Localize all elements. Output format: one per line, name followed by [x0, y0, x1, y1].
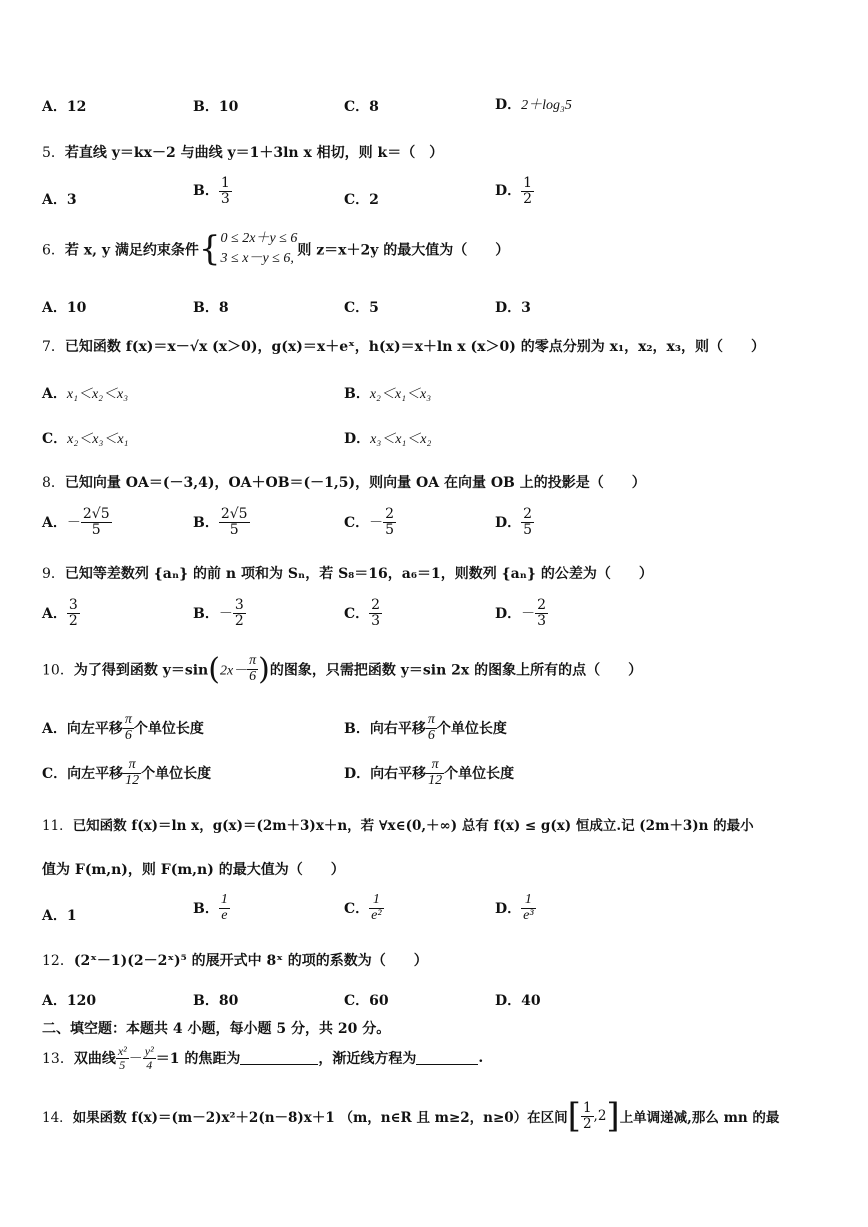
option-letter: C．: [344, 300, 370, 316]
option-letter: D．: [495, 183, 522, 200]
q7-option-d[interactable]: [344, 428, 431, 448]
question-text: ＝1 的焦距为: [155, 1051, 241, 1068]
brace-symbol: {: [198, 229, 221, 270]
denominator: 12: [125, 772, 140, 788]
denominator: e³: [523, 907, 534, 923]
option-sign: －: [218, 606, 233, 623]
q5-option-a[interactable]: [42, 189, 77, 209]
fraction: [369, 598, 382, 628]
question-text: (2ˣ－1)(2－2ˣ)⁵ 的展开式中 8ˣ 的项的系数为（ ）: [73, 953, 428, 969]
bracket-symbol: [: [567, 1096, 581, 1136]
question-text: 值为 F(m,n)，则 F(m,n) 的最大值为（ ）: [42, 862, 345, 878]
q8-option-b[interactable]: [193, 507, 250, 537]
option-text: 5: [369, 300, 379, 316]
option-letter: D．: [495, 300, 522, 316]
option-letter: C．: [344, 99, 370, 115]
denominator: e²: [371, 907, 382, 923]
option-letter: C．: [344, 993, 370, 1009]
option-letter: B．: [193, 300, 219, 316]
fraction: [123, 713, 134, 743]
option-letter: D．: [495, 993, 522, 1009]
q7-stem: [42, 336, 765, 356]
numerator: π: [426, 758, 444, 774]
fraction: [219, 893, 230, 923]
q7-option-b[interactable]: [344, 383, 431, 403]
denominator: 3: [371, 612, 381, 629]
option-text: 2: [369, 192, 379, 208]
denominator: 4: [146, 1057, 153, 1072]
option-sign: －: [369, 515, 384, 532]
q11-option-b[interactable]: [193, 893, 230, 923]
numerator: 1: [521, 893, 535, 909]
option-letter: D．: [495, 606, 522, 623]
option-text: 8: [218, 300, 229, 316]
option-text: 8: [369, 99, 379, 115]
denominator: 5: [119, 1057, 126, 1072]
fraction: [81, 507, 112, 537]
q12-option-d[interactable]: [495, 990, 541, 1010]
question-text: 若 x, y 满足约束条件: [64, 242, 199, 259]
option-letter: B．: [193, 515, 219, 532]
denominator: 2: [582, 1115, 592, 1132]
q7-option-a[interactable]: [42, 383, 128, 403]
q4-option-b[interactable]: [193, 96, 238, 116]
numerator: π: [249, 653, 257, 669]
fraction: [67, 598, 80, 628]
denominator: 3: [220, 190, 230, 207]
question-number: 9．: [42, 566, 65, 582]
denominator: 2: [523, 190, 533, 207]
q7-option-c[interactable]: [42, 428, 128, 448]
math-expr: －: [128, 1051, 143, 1068]
q4-option-c[interactable]: [344, 96, 379, 116]
q10-option-a[interactable]: [42, 713, 204, 743]
numerator: 1: [369, 893, 383, 909]
fraction: [143, 1045, 156, 1071]
option-letter: D．: [495, 97, 522, 113]
q12-option-a[interactable]: [42, 990, 96, 1010]
fraction: [521, 176, 534, 206]
numerator: 2: [537, 597, 547, 613]
q8-option-d[interactable]: [495, 507, 534, 537]
option-text: 80: [218, 993, 239, 1009]
denominator: 6: [124, 727, 132, 743]
fraction: [535, 598, 548, 628]
numerator: 2: [385, 506, 395, 522]
option-text: x₁＜x₂＜x₃: [66, 387, 129, 402]
q10-stem: [42, 652, 642, 687]
question-text: 上单调递减,那么 mn 的最: [619, 1110, 780, 1126]
question-text: 双曲线: [73, 1051, 116, 1068]
fraction: [521, 893, 535, 923]
option-letter: B．: [344, 721, 370, 738]
fraction: [247, 654, 258, 684]
section-heading: 二、填空题：本题共 4 小题，每小题 5 分，共 20 分。: [42, 1021, 391, 1037]
q4-option-d[interactable]: [495, 94, 572, 114]
option-text: 向左平移: [67, 766, 124, 783]
option-text: 40: [521, 993, 541, 1009]
q6-option-c[interactable]: [344, 297, 379, 317]
q11-option-d[interactable]: [495, 893, 536, 923]
denominator: 6: [249, 669, 257, 684]
option-letter: A．: [42, 386, 67, 402]
option-letter: B．: [344, 386, 370, 402]
option-letter: D．: [495, 515, 522, 532]
q9-option-b[interactable]: [193, 598, 246, 628]
question-number: 14．: [42, 1110, 73, 1126]
fraction: [383, 507, 396, 537]
numerator: 3: [234, 597, 244, 613]
q5-stem: [42, 142, 443, 162]
question-number: 5．: [42, 145, 65, 161]
denominator: 5: [91, 521, 101, 538]
option-letter: A．: [42, 606, 67, 623]
question-text: 为了得到函数 y＝sin: [73, 662, 209, 679]
q12-option-c[interactable]: [344, 990, 389, 1010]
question-text: ，渐近线方程为: [318, 1051, 417, 1068]
fraction: [116, 1045, 129, 1071]
question-number: 12．: [42, 953, 74, 969]
option-text: 向左平移: [66, 721, 123, 738]
option-letter: C．: [344, 515, 370, 532]
q6-option-a[interactable]: [42, 297, 86, 317]
numerator: π: [124, 712, 132, 727]
q11-stem-line2: [42, 859, 345, 879]
option-letter: A．: [42, 515, 67, 532]
q6-option-d[interactable]: [495, 297, 531, 317]
q9-option-d[interactable]: [495, 598, 548, 628]
numerator: x²: [117, 1044, 127, 1058]
fraction: [219, 507, 250, 537]
option-letter: D．: [495, 901, 522, 918]
q8-option-a[interactable]: [42, 507, 112, 537]
paren-symbol: ): [258, 652, 270, 687]
option-letter: C．: [344, 606, 370, 623]
numerator: π: [427, 712, 435, 727]
constraint-line: 0 ≤ 2x＋y ≤ 6: [220, 231, 298, 246]
option-letter: A．: [42, 99, 67, 115]
q6-stem: [42, 229, 509, 270]
fraction: [233, 598, 246, 628]
numerator: 2: [371, 597, 381, 613]
option-text: 3: [66, 192, 77, 208]
denominator: e: [221, 907, 228, 923]
q11-option-a[interactable]: [42, 905, 77, 925]
option-text: x₂＜x₁＜x₃: [369, 387, 432, 402]
option-letter: A．: [42, 721, 67, 738]
numerator: 1: [523, 175, 533, 191]
q5-option-c[interactable]: [344, 189, 379, 209]
option-text: x₃＜x₁＜x₂: [370, 432, 432, 447]
option-letter: B．: [193, 901, 219, 918]
answer-blank-asymptote[interactable]: [416, 1052, 478, 1065]
denominator: 12: [428, 772, 443, 788]
denominator: 5: [385, 521, 395, 538]
option-letter: D．: [344, 766, 371, 783]
q8-option-c[interactable]: [344, 507, 396, 537]
q13-stem: [42, 1045, 483, 1071]
q12-stem: [42, 950, 428, 970]
option-text: 3: [521, 300, 531, 316]
question-text: 已知等差数列 {aₙ} 的前 n 项和为 Sₙ，若 S₈＝16，a₆＝1，则数列 {aₙ} 的公差为（ ）: [64, 566, 653, 582]
numerator: 1: [220, 175, 230, 191]
option-letter: C．: [42, 431, 68, 447]
option-text: 2＋log₃5: [521, 98, 572, 113]
q4-option-a[interactable]: [42, 96, 86, 116]
question-text: .: [478, 1050, 484, 1067]
question-number: 7．: [42, 339, 65, 355]
question-number: 11．: [42, 818, 73, 834]
denominator: 5: [229, 521, 239, 538]
option-text: 12: [66, 99, 87, 115]
option-letter: C．: [344, 901, 370, 918]
math-expr: ,2: [593, 1108, 607, 1124]
question-text: 若直线 y＝kx－2 与曲线 y＝1＋3ln x 相切，则 k＝（ ）: [64, 145, 444, 161]
option-sign: －: [66, 515, 81, 532]
option-letter: D．: [344, 431, 371, 447]
answer-blank-focal-length[interactable]: [240, 1052, 318, 1065]
option-letter: B．: [193, 606, 219, 623]
denominator: 3: [537, 612, 547, 629]
numerator: y²: [144, 1044, 154, 1058]
fraction: [123, 758, 141, 788]
q10-option-b[interactable]: [344, 713, 507, 743]
question-number: 8．: [42, 475, 65, 491]
numerator: 2√5: [220, 506, 248, 522]
option-letter: B．: [193, 993, 219, 1009]
denominator: 6: [427, 727, 435, 743]
denominator: 2: [234, 612, 244, 629]
option-text: 1: [66, 908, 77, 924]
question-text: 则 z＝x＋2y 的最大值为（ ）: [297, 242, 510, 259]
option-text: 10: [218, 99, 239, 115]
fraction: [369, 893, 383, 923]
question-number: 6．: [42, 242, 65, 259]
option-letter: A．: [42, 908, 67, 924]
question-text: 已知函数 f(x)＝ln x，g(x)＝(2m＋3)x＋n，若 ∀x∈(0,＋∞) 总有 f(x) ≤ g(x) 恒成立.记 (2m＋3)n 的最小: [72, 818, 754, 834]
numerator: π: [123, 758, 141, 774]
q5-option-d[interactable]: [495, 176, 534, 206]
question-text: 如果函数 f(x)＝(m－2)x²＋2(n－8)x＋1 （m，n∈R 且 m≥2，n≥0）在区间: [72, 1110, 568, 1126]
option-text: 向右平移: [369, 721, 426, 738]
option-text: x₂＜x₃＜x₁: [67, 432, 129, 447]
numerator: 1: [582, 1100, 592, 1117]
math-expr: 2x－: [219, 663, 248, 679]
constraint-line: 3 ≤ x－y ≤ 6,: [220, 251, 294, 267]
fraction: [581, 1101, 594, 1130]
option-text: 个单位长度: [444, 766, 515, 783]
fraction: [219, 176, 232, 206]
option-text: 个单位长度: [436, 721, 507, 738]
q5-option-b[interactable]: [193, 176, 232, 206]
numerator: 3: [68, 597, 78, 613]
numerator: 2√5: [82, 506, 110, 522]
numerator: 2: [523, 506, 533, 522]
question-text: 已知函数 f(x)＝x－√x (x＞0)，g(x)＝x＋eˣ，h(x)＝x＋ln x (x＞0) 的零点分别为 x₁，x₂，x₃，则（ ）: [64, 339, 766, 355]
constraint-system: [221, 229, 298, 270]
fraction: [426, 713, 437, 743]
denominator: 5: [523, 521, 533, 538]
fraction: [521, 507, 534, 537]
option-letter: A．: [42, 993, 67, 1009]
option-text: 个单位长度: [133, 721, 204, 738]
q12-option-b[interactable]: [193, 990, 238, 1010]
q9-stem: [42, 563, 653, 583]
bracket-symbol: ]: [606, 1096, 620, 1136]
q9-option-a[interactable]: [42, 598, 80, 628]
q8-stem: [42, 472, 646, 492]
question-number: 13．: [42, 1051, 74, 1068]
q9-option-c[interactable]: [344, 598, 382, 628]
option-text: 60: [369, 993, 389, 1009]
option-text: 向右平移: [370, 766, 427, 783]
q10-option-c[interactable]: [42, 758, 211, 788]
q6-option-b[interactable]: [193, 297, 229, 317]
q10-option-d[interactable]: [344, 758, 514, 788]
numerator: 1: [220, 892, 228, 907]
paren-symbol: (: [208, 652, 220, 687]
option-letter: A．: [42, 300, 67, 316]
option-letter: A．: [42, 192, 67, 208]
option-letter: B．: [193, 99, 219, 115]
option-sign: －: [521, 606, 536, 623]
option-text: 120: [66, 993, 97, 1009]
question-text: 已知向量 OA＝(－3,4)，OA＋OB＝(－1,5)，则向量 OA 在向量 OB 上的投影是（ ）: [64, 475, 646, 491]
q11-stem-line1: [42, 814, 754, 834]
q11-option-c[interactable]: [344, 893, 384, 923]
question-text: 的图象，只需把函数 y＝sin 2x 的图象上所有的点（ ）: [269, 662, 643, 679]
denominator: 2: [68, 612, 78, 629]
option-letter: C．: [344, 192, 370, 208]
option-text: 个单位长度: [141, 766, 212, 783]
option-letter: C．: [42, 766, 68, 783]
fraction: [426, 758, 444, 788]
option-letter: B．: [193, 183, 219, 200]
question-number: 10．: [42, 662, 74, 679]
q14-stem: [42, 1096, 779, 1136]
option-text: 10: [66, 300, 87, 316]
